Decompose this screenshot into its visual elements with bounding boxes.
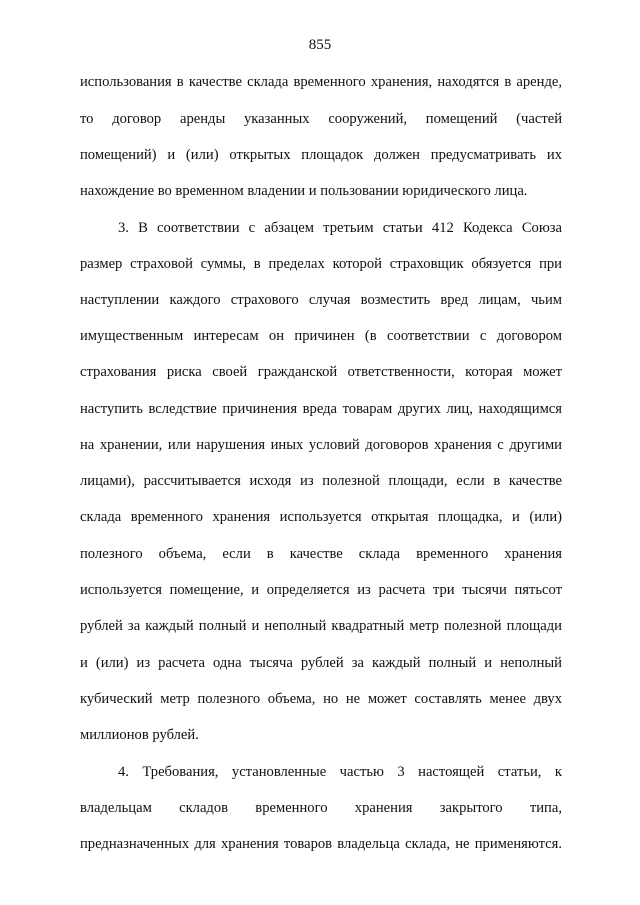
text-line: на хранении, или нарушения иных условий договоров хранения с другими (80, 437, 562, 453)
text-line: размер страховой суммы, в пределах которой страховщик обязуется при (80, 256, 562, 272)
text-line: помещений) и (или) открытых площадок должен предусматривать их (80, 147, 562, 163)
text-line: использования в качестве склада временного хранения, находятся в аренде, (80, 74, 562, 90)
text-line: рублей за каждый полный и неполный квадратный метр полезной площади (80, 618, 562, 634)
page-number: 855 (308, 37, 332, 53)
text-line: владельцам складов временного хранения закрытого типа, (80, 800, 562, 816)
text-line: страхования риска своей гражданской ответственности, которая может (80, 364, 562, 380)
text-line: предназначенных для хранения товаров владельца склада, не применяются. (80, 836, 562, 852)
text-line: и (или) из расчета одна тысяча рублей за каждый полный и неполный (80, 655, 562, 671)
text-line: используется помещение, и определяется из расчета три тысячи пятьсот (80, 582, 562, 598)
text-line: 4. Требования, установленные частью 3 настоящей статьи, к (118, 764, 562, 780)
text-line: то договор аренды указанных сооружений, помещений (частей (80, 111, 562, 127)
text-line: полезного объема, если в качестве склада временного хранения (80, 546, 562, 562)
text-line: имущественным интересам он причинен (в соответствии с договором (80, 328, 562, 344)
text-line: склада временного хранения используется открытая площадка, и (или) (80, 509, 562, 525)
text-line: нахождение во временном владении и пользовании юридического лица. (80, 183, 528, 199)
text-line: наступлении каждого страхового случая возместить вред лицам, чьим (80, 292, 562, 308)
text-line: кубический метр полезного объема, но не может составлять менее двух (80, 691, 562, 707)
text-line: миллионов рублей. (80, 727, 199, 743)
text-line: наступить вследствие причинения вреда товарам других лиц, находящимся (80, 401, 562, 417)
text-line: лицами), рассчитывается исходя из полезной площади, если в качестве (80, 473, 562, 489)
text-line: 3. В соответствии с абзацем третьим статьи 412 Кодекса Союза (118, 220, 562, 236)
